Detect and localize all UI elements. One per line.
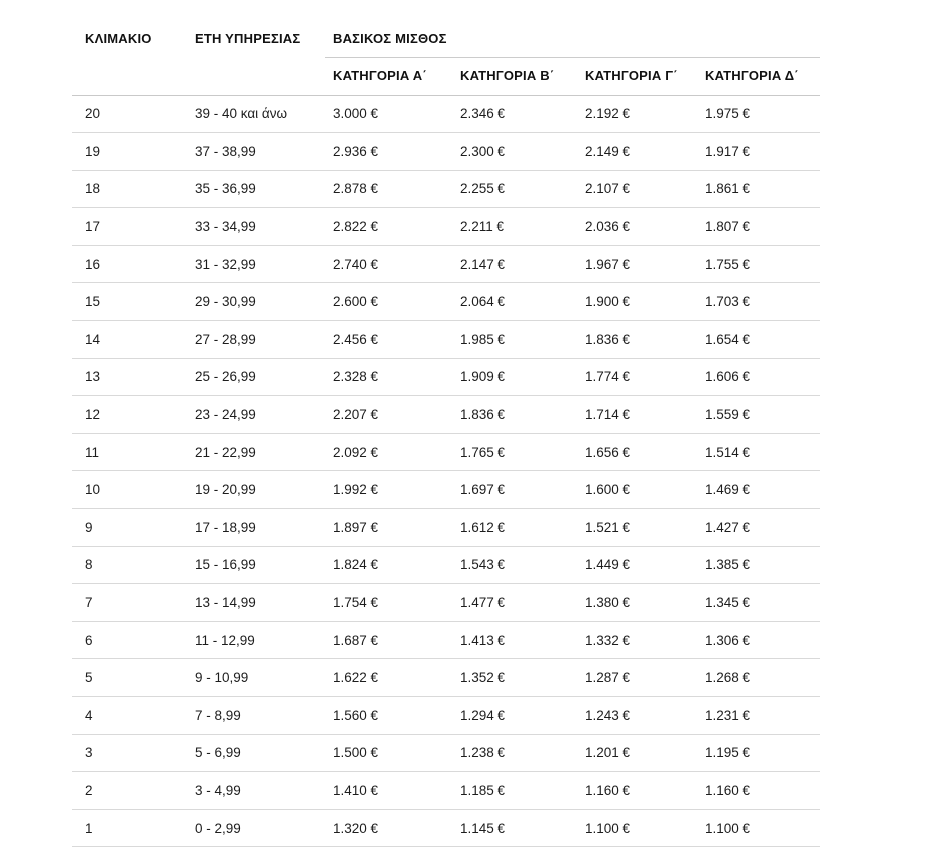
cell-salary: 1.195 €: [697, 734, 820, 772]
cell-salary: 1.622 €: [325, 659, 452, 697]
cell-years: 33 - 34,99: [195, 208, 325, 246]
cell-salary: 1.755 €: [697, 245, 820, 283]
cell-salary: 2.064 €: [452, 283, 577, 321]
cell-years: 9 - 10,99: [195, 659, 325, 697]
cell-salary: 1.654 €: [697, 321, 820, 359]
cell-salary: 1.900 €: [577, 283, 697, 321]
cell-salary: 1.967 €: [577, 245, 697, 283]
col-header-eti-ypiresias: ΕΤΗ ΥΠΗΡΕΣΙΑΣ: [195, 31, 301, 46]
cell-salary: 1.380 €: [577, 584, 697, 622]
cell-grade: 19: [72, 133, 195, 171]
cell-years: 3 - 4,99: [195, 772, 325, 810]
cell-salary: 1.352 €: [452, 659, 577, 697]
cell-years: 31 - 32,99: [195, 245, 325, 283]
cell-years: 25 - 26,99: [195, 358, 325, 396]
salary-scale-table: [72, 20, 820, 847]
table-row: [72, 321, 820, 359]
cell-years: 13 - 14,99: [195, 584, 325, 622]
cell-years: 11 - 12,99: [195, 621, 325, 659]
table-row: [72, 546, 820, 584]
cell-grade: 4: [72, 697, 195, 735]
salary-scale-section: [72, 20, 820, 847]
cell-salary: 1.687 €: [325, 621, 452, 659]
cell-salary: 1.345 €: [697, 584, 820, 622]
cell-grade: 14: [72, 321, 195, 359]
cell-salary: 2.107 €: [577, 170, 697, 208]
cell-salary: 2.147 €: [452, 245, 577, 283]
cell-salary: 1.449 €: [577, 546, 697, 584]
cell-grade: 6: [72, 621, 195, 659]
cell-salary: 1.909 €: [452, 358, 577, 396]
cell-years: 5 - 6,99: [195, 734, 325, 772]
cell-salary: 1.559 €: [697, 396, 820, 434]
cell-salary: 2.600 €: [325, 283, 452, 321]
cell-salary: 2.822 €: [325, 208, 452, 246]
cell-salary: 2.328 €: [325, 358, 452, 396]
cell-grade: 12: [72, 396, 195, 434]
header-row-top: [72, 20, 820, 57]
cell-grade: 17: [72, 208, 195, 246]
cell-salary: 3.000 €: [325, 95, 452, 133]
cell-salary: 1.385 €: [697, 546, 820, 584]
cell-years: 19 - 20,99: [195, 471, 325, 509]
cell-salary: 2.346 €: [452, 95, 577, 133]
cell-salary: 1.100 €: [697, 809, 820, 847]
table-row: [72, 358, 820, 396]
cell-salary: 1.100 €: [577, 809, 697, 847]
col-header-katigoria-c: ΚΑΤΗΓΟΡΙΑ Γ΄: [585, 67, 678, 83]
cell-salary: 1.427 €: [697, 509, 820, 547]
cell-salary: 1.543 €: [452, 546, 577, 584]
cell-years: 29 - 30,99: [195, 283, 325, 321]
cell-salary: 2.456 €: [325, 321, 452, 359]
cell-salary: 1.836 €: [452, 396, 577, 434]
table-body: [72, 95, 820, 847]
cell-salary: 1.774 €: [577, 358, 697, 396]
cell-salary: 2.211 €: [452, 208, 577, 246]
cell-salary: 1.231 €: [697, 697, 820, 735]
cell-years: 23 - 24,99: [195, 396, 325, 434]
cell-years: 37 - 38,99: [195, 133, 325, 171]
col-header-katigoria-b: ΚΑΤΗΓΟΡΙΑ Β΄: [460, 67, 555, 83]
cell-years: 39 - 40 και άνω: [195, 95, 325, 133]
col-header-klimakio: ΚΛΙΜΑΚΙΟ: [85, 31, 152, 46]
cell-salary: 2.192 €: [577, 95, 697, 133]
cell-salary: 1.560 €: [325, 697, 452, 735]
cell-grade: 11: [72, 433, 195, 471]
cell-grade: 15: [72, 283, 195, 321]
cell-salary: 1.320 €: [325, 809, 452, 847]
table-row: [72, 509, 820, 547]
cell-years: 21 - 22,99: [195, 433, 325, 471]
cell-grade: 7: [72, 584, 195, 622]
cell-salary: 1.897 €: [325, 509, 452, 547]
cell-salary: 1.917 €: [697, 133, 820, 171]
table-row: [72, 659, 820, 697]
cell-years: 15 - 16,99: [195, 546, 325, 584]
cell-salary: 2.092 €: [325, 433, 452, 471]
cell-salary: 1.514 €: [697, 433, 820, 471]
cell-salary: 1.656 €: [577, 433, 697, 471]
table-row: [72, 471, 820, 509]
cell-salary: 1.332 €: [577, 621, 697, 659]
cell-salary: 1.306 €: [697, 621, 820, 659]
cell-salary: 1.975 €: [697, 95, 820, 133]
table-row: [72, 621, 820, 659]
cell-salary: 1.238 €: [452, 734, 577, 772]
cell-salary: 1.606 €: [697, 358, 820, 396]
cell-salary: 1.201 €: [577, 734, 697, 772]
table-row: [72, 283, 820, 321]
table-row: [72, 170, 820, 208]
cell-salary: 2.936 €: [325, 133, 452, 171]
table-row: [72, 809, 820, 847]
col-header-katigoria-a: ΚΑΤΗΓΟΡΙΑ Α΄: [333, 67, 427, 83]
cell-salary: 1.714 €: [577, 396, 697, 434]
cell-years: 7 - 8,99: [195, 697, 325, 735]
cell-grade: 3: [72, 734, 195, 772]
cell-years: 35 - 36,99: [195, 170, 325, 208]
table-row: [72, 433, 820, 471]
cell-salary: 1.243 €: [577, 697, 697, 735]
cell-salary: 1.410 €: [325, 772, 452, 810]
cell-salary: 1.985 €: [452, 321, 577, 359]
cell-grade: 13: [72, 358, 195, 396]
cell-years: 17 - 18,99: [195, 509, 325, 547]
cell-salary: 1.697 €: [452, 471, 577, 509]
cell-grade: 8: [72, 546, 195, 584]
cell-salary: 1.807 €: [697, 208, 820, 246]
cell-grade: 2: [72, 772, 195, 810]
cell-salary: 1.477 €: [452, 584, 577, 622]
cell-salary: 1.294 €: [452, 697, 577, 735]
cell-salary: 1.765 €: [452, 433, 577, 471]
cell-salary: 2.300 €: [452, 133, 577, 171]
cell-salary: 1.824 €: [325, 546, 452, 584]
cell-salary: 2.878 €: [325, 170, 452, 208]
cell-salary: 1.612 €: [452, 509, 577, 547]
cell-grade: 18: [72, 170, 195, 208]
cell-grade: 5: [72, 659, 195, 697]
cell-salary: 2.740 €: [325, 245, 452, 283]
cell-salary: 1.160 €: [697, 772, 820, 810]
cell-salary: 2.255 €: [452, 170, 577, 208]
cell-grade: 10: [72, 471, 195, 509]
cell-salary: 1.268 €: [697, 659, 820, 697]
cell-salary: 1.500 €: [325, 734, 452, 772]
cell-salary: 2.036 €: [577, 208, 697, 246]
table-row: [72, 133, 820, 171]
cell-salary: 1.521 €: [577, 509, 697, 547]
cell-salary: 1.754 €: [325, 584, 452, 622]
col-header-katigoria-d: ΚΑΤΗΓΟΡΙΑ Δ΄: [705, 67, 799, 83]
table-header: [72, 20, 820, 95]
table-row: [72, 245, 820, 283]
table-row: [72, 772, 820, 810]
cell-salary: 2.207 €: [325, 396, 452, 434]
cell-grade: 9: [72, 509, 195, 547]
cell-years: 27 - 28,99: [195, 321, 325, 359]
cell-salary: 1.703 €: [697, 283, 820, 321]
cell-salary: 1.413 €: [452, 621, 577, 659]
cell-salary: 1.185 €: [452, 772, 577, 810]
cell-years: 0 - 2,99: [195, 809, 325, 847]
cell-grade: 1: [72, 809, 195, 847]
cell-grade: 20: [72, 95, 195, 133]
cell-salary: 1.160 €: [577, 772, 697, 810]
group-header-vasikos-misthos: ΒΑΣΙΚΟΣ ΜΙΣΘΟΣ: [325, 20, 820, 57]
table-row: [72, 208, 820, 246]
cell-salary: 1.600 €: [577, 471, 697, 509]
table-row: [72, 584, 820, 622]
table-row: [72, 734, 820, 772]
cell-grade: 16: [72, 245, 195, 283]
cell-salary: 1.469 €: [697, 471, 820, 509]
cell-salary: 1.836 €: [577, 321, 697, 359]
table-row: [72, 396, 820, 434]
table-row: [72, 697, 820, 735]
cell-salary: 1.861 €: [697, 170, 820, 208]
cell-salary: 2.149 €: [577, 133, 697, 171]
table-row: [72, 95, 820, 133]
cell-salary: 1.992 €: [325, 471, 452, 509]
cell-salary: 1.145 €: [452, 809, 577, 847]
cell-salary: 1.287 €: [577, 659, 697, 697]
